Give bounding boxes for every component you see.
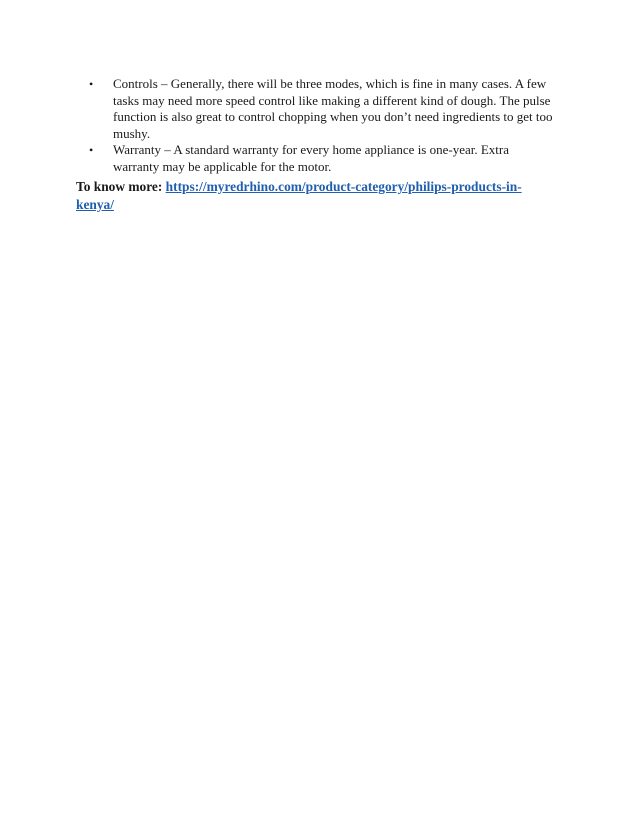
bullet-icon: • [89, 77, 94, 91]
list-item-controls [76, 76, 556, 142]
list-item-text: Controls – Generally, there will be three modes, which is fine in many cases. A few tasks may need more speed control like making a different kind of dough. The pulse function is also great to control chopping when you don’t need ingredients to get too mushy. [113, 76, 553, 141]
bullet-icon: • [89, 143, 94, 157]
bullet-list [76, 76, 556, 175]
list-item-text: Warranty – A standard warranty for every home appliance is one-year. Extra warranty may be applicable for the motor. [113, 142, 510, 174]
know-more-label: To know more: [76, 179, 163, 194]
list-item-warranty [76, 142, 556, 175]
know-more-paragraph [76, 178, 526, 214]
product-category-link[interactable]: https://myredrhino.com/product-category/philips-products-in-kenya/ [76, 179, 522, 212]
